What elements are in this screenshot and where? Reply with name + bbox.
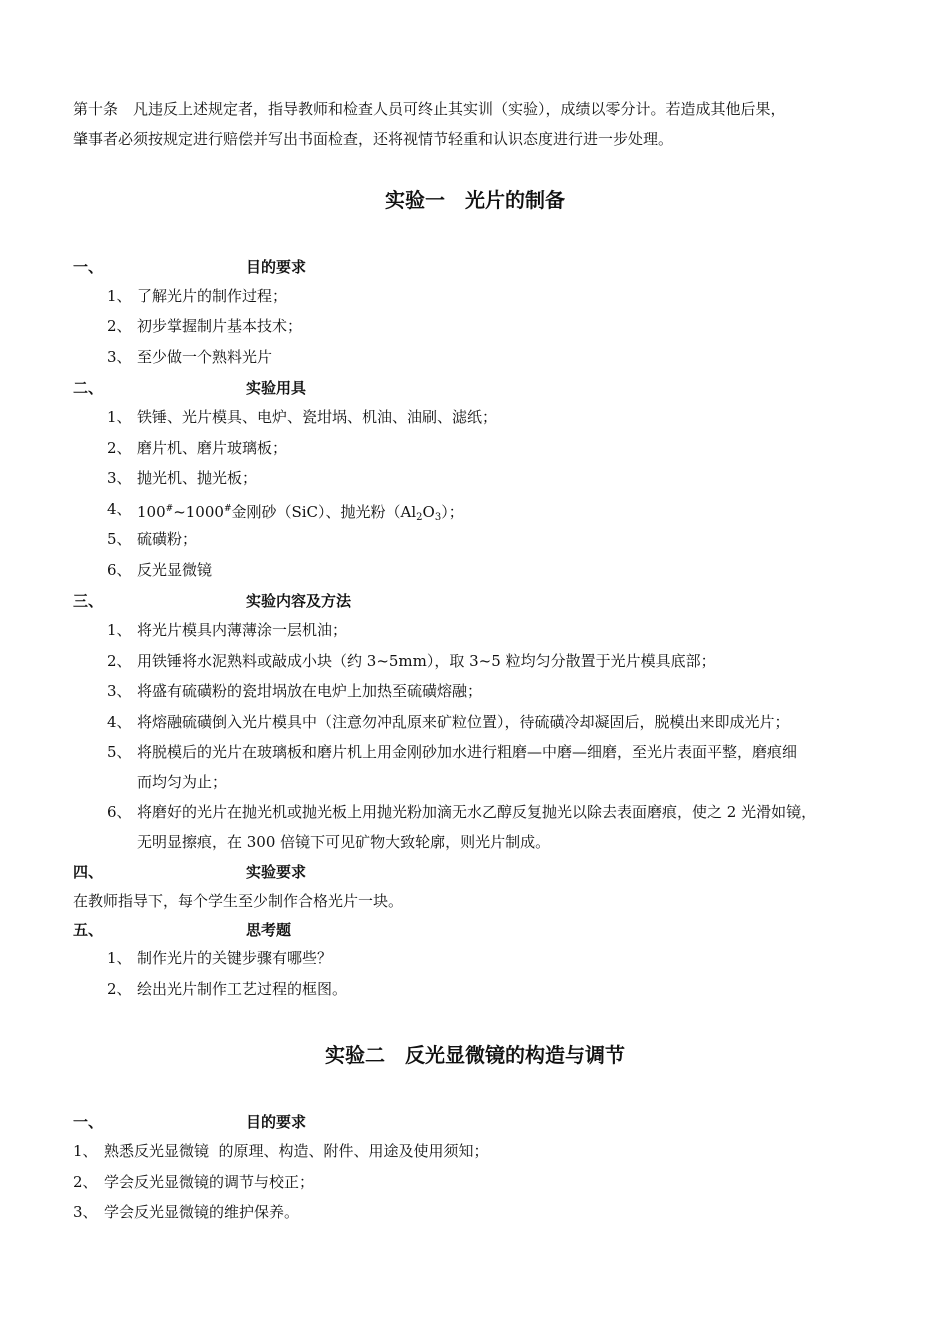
- list-item-text: 100#~1000#金刚砂（SiC）、抛光粉$(Al_2O_3)$；: [137, 503, 464, 523]
- intro-line-1: 第十条 凡违反上述规定者，指导教师和检查人员可终止其实训（实验），成绩以零分计。若造成其他后果，: [73, 100, 786, 118]
- section-heading: 思考题: [246, 921, 292, 939]
- list-item-number: 1、: [107, 621, 132, 639]
- list-item-number: 3、: [107, 469, 132, 487]
- section-number: 一、: [73, 1113, 104, 1131]
- list-item-text: 了解光片的制作过程；: [137, 287, 288, 305]
- section-paragraph: 在教师指导下，每个学生至少制作合格光片一块。: [73, 892, 404, 910]
- list-item-text: 制作光片的关键步骤有哪些？: [137, 949, 333, 967]
- list-item-number: 4、: [107, 500, 132, 518]
- section-number: 四、: [73, 863, 104, 881]
- list-item-number: 6、: [107, 561, 132, 579]
- list-item-number: 2、: [107, 652, 132, 670]
- list-item-text: 将光片模具内薄薄涂一层机油；: [137, 621, 348, 639]
- section-number: 一、: [73, 258, 104, 276]
- experiment-1-title: 实验一 光片的制备: [385, 188, 565, 212]
- list-item-number: 3、: [107, 348, 132, 366]
- list-item-text-continued: 而均匀为止；: [137, 773, 228, 791]
- section-number: 三、: [73, 592, 104, 610]
- list-item-text: 硫磺粉；: [137, 530, 198, 548]
- section-heading: 实验内容及方法: [246, 592, 352, 610]
- list-item-text: 绘出光片制作工艺过程的框图。: [137, 980, 348, 998]
- list-item-text: 磨片机、磨片玻璃板；: [137, 439, 288, 457]
- intro-line-2: 肇事者必须按规定进行赔偿并写出书面检查，还将视情节轻重和认识态度进行进一步处理。: [73, 130, 674, 148]
- list-item-text: 熟悉反光显微镜 的原理、构造、附件、用途及使用须知；: [104, 1142, 489, 1160]
- list-item-number: 2、: [107, 317, 132, 335]
- list-item-number: 2、: [107, 439, 132, 457]
- section-heading: 实验要求: [246, 863, 307, 881]
- list-item-text: 初步掌握制片基本技术；: [137, 317, 303, 335]
- list-item-text: 将磨好的光片在抛光机或抛光板上用抛光粉加滴无水乙醇反复抛光以除去表面磨痕，使之 2 光滑如镜，: [137, 803, 817, 821]
- list-item-text: 学会反光显微镜的维护保养。: [104, 1203, 300, 1221]
- list-item-text: 至少做一个熟料光片: [137, 348, 273, 366]
- list-item-text: 将盛有硫磺粉的瓷坩埚放在电炉上加热至硫磺熔融；: [137, 682, 483, 700]
- list-item-text: 学会反光显微镜的调节与校正；: [104, 1173, 315, 1191]
- list-item-text: 将脱模后的光片在玻璃板和磨片机上用金刚砂加水进行粗磨—中磨—细磨，至光片表面平整，磨痕细: [137, 743, 798, 761]
- list-item-text: 铁锤、光片模具、电炉、瓷坩埚、机油、油刷、滤纸；: [137, 408, 498, 426]
- section-heading: 目的要求: [246, 1113, 307, 1131]
- list-item-number: 1、: [107, 408, 132, 426]
- list-item-number: 5、: [107, 530, 132, 548]
- experiment-2-title: 实验二 反光显微镜的构造与调节: [325, 1043, 625, 1067]
- list-item-number: 4、: [107, 713, 132, 731]
- list-item-text: 用铁锤将水泥熟料或敲成小块（约 3~5mm），取 3~5 粒均匀分散置于光片模具底部；: [137, 652, 716, 670]
- list-item-text-continued: 无明显擦痕，在 300 倍镜下可见矿物大致轮廓，则光片制成。: [137, 833, 551, 851]
- section-number: 五、: [73, 921, 104, 939]
- list-item-number: 6、: [107, 803, 132, 821]
- section-heading: 目的要求: [246, 258, 307, 276]
- list-item-number: 5、: [107, 743, 132, 761]
- list-item-number: 2、: [107, 980, 132, 998]
- list-item-number: 1、: [73, 1142, 98, 1160]
- section-heading: 实验用具: [246, 379, 307, 397]
- list-item-text: 将熔融硫磺倒入光片模具中（注意勿冲乱原来矿粒位置），待硫磺冷却凝固后，脱模出来即成光片；: [137, 713, 790, 731]
- list-item-number: 1、: [107, 949, 132, 967]
- list-item-number: 2、: [73, 1173, 98, 1191]
- list-item-number: 3、: [107, 682, 132, 700]
- list-item-number: 3、: [73, 1203, 98, 1221]
- list-item-number: 1、: [107, 287, 132, 305]
- list-item-text: 反光显微镜: [137, 561, 213, 579]
- list-item-text: 抛光机、抛光板；: [137, 469, 258, 487]
- section-number: 二、: [73, 379, 104, 397]
